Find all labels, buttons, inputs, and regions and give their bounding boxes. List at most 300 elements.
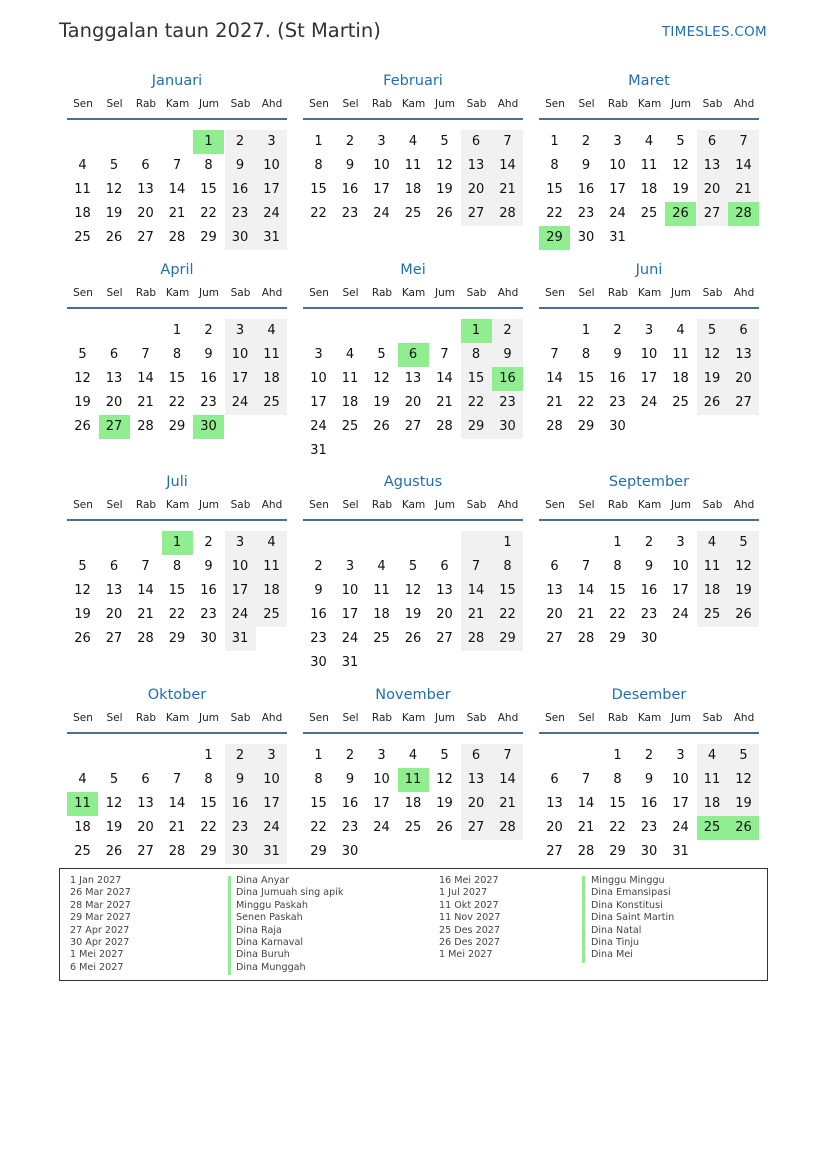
day-cell: 2 <box>345 134 355 149</box>
day-cell: 24 <box>341 631 359 646</box>
day-cell: 14 <box>168 796 186 811</box>
day-cell: 2 <box>225 744 256 768</box>
weekday-label: Rab <box>371 712 393 724</box>
weekday-label: Jum <box>199 499 219 511</box>
legend-holiday-name: Dina Karnaval <box>236 936 304 948</box>
day-cell: 17 <box>225 367 256 391</box>
day-cell: 11 <box>256 555 287 579</box>
weekday-label: Rab <box>371 499 393 511</box>
weekday-label: Kam <box>401 712 426 724</box>
day-cell: 10 <box>373 158 390 173</box>
day-cell: 12 <box>74 371 91 386</box>
day-cell: 3 <box>314 347 323 362</box>
day-cell: 1 <box>613 535 622 550</box>
day-cell: 26 <box>105 230 123 245</box>
day-cell: 17 <box>609 182 626 197</box>
day-cell: 1 <box>581 323 591 338</box>
day-cell: 14 <box>492 154 523 178</box>
day-cell: 31 <box>672 844 689 859</box>
day-cell: 14 <box>137 371 154 386</box>
day-cell: 8 <box>314 158 323 173</box>
day-cell: 22 <box>609 607 626 622</box>
day-cell: 6 <box>550 559 559 574</box>
day-cell: 15 <box>310 796 327 811</box>
day-cell: 15 <box>492 579 523 603</box>
day-cell: 10 <box>341 583 359 598</box>
day-cell: 5 <box>440 748 449 763</box>
legend-date: 11 Nov 2027 <box>439 912 501 924</box>
day-cell: 29 <box>310 844 327 859</box>
day-cell: 30 <box>200 631 217 646</box>
legend-date: 29 Mar 2027 <box>70 912 131 924</box>
day-cell: 25 <box>640 206 658 221</box>
day-cell: 10 <box>672 559 689 574</box>
day-cell: 23 <box>492 391 523 415</box>
month-name: Februari <box>383 73 443 89</box>
holiday-day: 6 <box>398 343 429 367</box>
day-cell: 29 <box>200 230 217 245</box>
day-cell: 9 <box>314 583 323 598</box>
day-cell: 10 <box>225 343 256 367</box>
day-cell: 19 <box>436 796 453 811</box>
day-cell: 21 <box>461 603 492 627</box>
day-cell: 20 <box>105 607 123 622</box>
day-cell: 16 <box>200 371 217 386</box>
day-cell: 22 <box>461 391 492 415</box>
weekday-label: Kam <box>165 287 190 299</box>
holiday-day: 29 <box>539 226 570 250</box>
weekday-label: Kam <box>165 98 190 110</box>
day-cell: 7 <box>492 130 523 154</box>
day-cell: 23 <box>225 816 256 840</box>
weekday-label: Ahd <box>497 499 519 511</box>
day-cell: 8 <box>550 158 559 173</box>
day-cell: 4 <box>78 158 87 173</box>
day-cell: 24 <box>609 206 626 221</box>
weekday-label: Ahd <box>497 98 519 110</box>
day-cell: 14 <box>137 583 154 598</box>
weekday-label: Ahd <box>733 712 755 724</box>
weekday-label: Sen <box>545 712 565 724</box>
holiday-day: 30 <box>193 415 224 439</box>
day-cell: 8 <box>172 347 182 362</box>
day-cell: 22 <box>200 206 217 221</box>
weekday-label: Sel <box>578 712 595 724</box>
day-cell: 21 <box>577 607 595 622</box>
day-cell: 13 <box>105 583 123 598</box>
day-cell: 17 <box>373 182 390 197</box>
day-cell: 1 <box>172 323 182 338</box>
day-cell: 3 <box>345 559 355 574</box>
day-cell: 18 <box>404 796 422 811</box>
day-cell: 16 <box>225 178 256 202</box>
weekday-label: Sen <box>545 98 565 110</box>
day-cell: 20 <box>697 178 728 202</box>
day-cell: 24 <box>640 395 658 410</box>
day-cell: 30 <box>225 840 256 864</box>
day-cell: 20 <box>461 178 492 202</box>
legend-date: 28 Mar 2027 <box>70 899 131 911</box>
day-cell: 13 <box>697 154 728 178</box>
day-cell: 7 <box>172 772 182 787</box>
month-name: Juli <box>166 474 188 490</box>
holiday-day: 1 <box>162 531 193 555</box>
day-cell: 24 <box>310 419 327 434</box>
day-cell: 26 <box>373 419 390 434</box>
day-cell: 20 <box>436 607 453 622</box>
day-cell: 31 <box>341 655 359 670</box>
weekday-label: Sen <box>73 712 93 724</box>
weekday-label: Kam <box>637 287 662 299</box>
day-cell: 5 <box>697 319 728 343</box>
day-cell: 6 <box>697 130 728 154</box>
day-cell: 21 <box>137 395 154 410</box>
weekday-label: Kam <box>637 712 662 724</box>
day-cell: 30 <box>310 655 327 670</box>
day-cell: 17 <box>310 395 327 410</box>
day-cell: 11 <box>373 583 390 598</box>
day-cell: 13 <box>404 371 422 386</box>
legend-holiday-name: Dina Konstitusi <box>591 899 663 911</box>
day-cell: 22 <box>546 206 563 221</box>
day-cell: 25 <box>256 603 287 627</box>
weekday-label: Rab <box>135 287 157 299</box>
day-cell: 24 <box>373 206 390 221</box>
day-cell: 6 <box>440 559 449 574</box>
day-cell: 15 <box>168 583 186 598</box>
day-cell: 23 <box>200 607 217 622</box>
day-cell: 11 <box>256 343 287 367</box>
day-cell: 6 <box>109 347 119 362</box>
day-cell: 19 <box>74 607 91 622</box>
weekday-label: Jum <box>435 499 455 511</box>
holiday-day: 1 <box>461 319 492 343</box>
legend-holiday-name: Dina Tinju <box>591 936 640 948</box>
weekday-label: Sel <box>106 98 123 110</box>
day-cell: 22 <box>200 820 217 835</box>
day-cell: 29 <box>492 627 523 651</box>
day-cell: 21 <box>577 820 595 835</box>
day-cell: 17 <box>373 796 390 811</box>
day-cell: 20 <box>461 792 492 816</box>
weekday-label: Jum <box>435 712 455 724</box>
header-rule <box>303 519 523 521</box>
day-cell: 26 <box>74 419 91 434</box>
day-cell: 27 <box>461 816 492 840</box>
day-cell: 2 <box>581 134 591 149</box>
weekday-label: Jum <box>199 712 219 724</box>
day-cell: 31 <box>256 226 287 250</box>
day-cell: 25 <box>341 419 359 434</box>
day-cell: 8 <box>314 772 323 787</box>
legend-holiday-name: Senen Paskah <box>236 912 303 924</box>
day-cell: 13 <box>461 154 492 178</box>
holiday-day: 26 <box>728 816 759 840</box>
weekday-label: Sen <box>309 287 329 299</box>
day-cell: 3 <box>377 748 386 763</box>
day-cell: 20 <box>728 367 759 391</box>
day-cell: 25 <box>672 395 689 410</box>
weekday-label: Sen <box>545 499 565 511</box>
day-cell: 19 <box>105 820 123 835</box>
day-cell: 10 <box>672 772 689 787</box>
day-cell: 28 <box>492 816 523 840</box>
weekday-label: Kam <box>401 287 426 299</box>
legend-holiday-name: Dina Anyar <box>236 875 290 886</box>
weekday-label: Ahd <box>733 98 755 110</box>
day-cell: 9 <box>345 772 355 787</box>
day-cell: 28 <box>168 844 186 859</box>
day-cell: 28 <box>461 627 492 651</box>
day-cell: 22 <box>168 395 186 410</box>
day-cell: 19 <box>672 182 689 197</box>
day-cell: 15 <box>609 583 626 598</box>
weekday-label: Jum <box>671 98 691 110</box>
day-cell: 4 <box>78 772 87 787</box>
day-cell: 11 <box>74 182 91 197</box>
day-cell: 16 <box>341 796 359 811</box>
day-cell: 14 <box>728 154 759 178</box>
day-cell: 7 <box>141 559 150 574</box>
legend-holiday-name: Minggu Minggu <box>591 875 665 886</box>
holiday-day: 26 <box>665 202 696 226</box>
weekday-label: Sel <box>342 712 359 724</box>
weekday-label: Rab <box>371 98 393 110</box>
legend-right-bar <box>582 876 585 963</box>
legend-holiday-name: Dina Emansipasi <box>591 887 671 899</box>
weekday-label: Sel <box>342 499 359 511</box>
day-cell: 4 <box>408 748 418 763</box>
day-cell: 14 <box>168 182 186 197</box>
weekday-label: Sel <box>578 287 595 299</box>
weekday-label: Ahd <box>261 98 283 110</box>
page-title: Tanggalan taun 2027. (St Martin) <box>59 19 381 42</box>
day-cell: 20 <box>546 820 563 835</box>
day-cell: 21 <box>168 206 186 221</box>
legend-date: 25 Des 2027 <box>439 924 501 936</box>
day-cell: 23 <box>341 206 359 221</box>
day-cell: 7 <box>581 559 591 574</box>
day-cell: 27 <box>461 202 492 226</box>
weekday-label: Kam <box>165 499 190 511</box>
day-cell: 24 <box>256 202 287 226</box>
weekday-label: Ahd <box>497 712 519 724</box>
day-cell: 1 <box>613 748 622 763</box>
day-cell: 24 <box>672 820 689 835</box>
day-cell: 13 <box>105 371 123 386</box>
day-cell: 9 <box>204 347 213 362</box>
day-cell: 11 <box>404 158 422 173</box>
day-cell: 24 <box>225 391 256 415</box>
day-cell: 1 <box>550 134 559 149</box>
day-cell: 3 <box>225 531 256 555</box>
month-name: Agustus <box>383 474 443 490</box>
day-cell: 7 <box>440 347 449 362</box>
day-cell: 9 <box>644 772 654 787</box>
day-cell: 18 <box>256 579 287 603</box>
weekday-label: Sel <box>578 499 595 511</box>
day-cell: 16 <box>640 583 658 598</box>
weekday-label: Rab <box>135 712 157 724</box>
weekday-label: Kam <box>637 98 662 110</box>
month-name: September <box>608 474 690 490</box>
day-cell: 28 <box>436 419 453 434</box>
month-name: Desember <box>611 687 687 703</box>
legend-left-names <box>236 875 343 974</box>
weekday-label: Ahd <box>261 499 283 511</box>
day-cell: 7 <box>141 347 150 362</box>
legend-holiday-name: Dina Saint Martin <box>591 912 675 924</box>
weekday-label: Ahd <box>497 287 519 299</box>
day-cell: 5 <box>109 772 119 787</box>
header-rule <box>539 118 759 120</box>
day-cell: 24 <box>672 607 689 622</box>
month-name: November <box>375 687 451 703</box>
day-cell: 31 <box>256 840 287 864</box>
day-cell: 9 <box>225 768 256 792</box>
day-cell: 15 <box>546 182 563 197</box>
day-cell: 17 <box>672 796 689 811</box>
header-rule <box>67 519 287 521</box>
day-cell: 26 <box>404 631 422 646</box>
day-cell: 8 <box>204 158 213 173</box>
day-cell: 17 <box>640 371 658 386</box>
weekday-label: Sab <box>230 499 251 511</box>
day-cell: 13 <box>137 796 154 811</box>
day-cell: 21 <box>492 178 523 202</box>
day-cell: 5 <box>676 134 685 149</box>
day-cell: 6 <box>141 772 150 787</box>
brand-link[interactable]: TIMESLES.COM <box>661 24 767 40</box>
day-cell: 28 <box>577 844 595 859</box>
day-cell: 23 <box>225 202 256 226</box>
day-cell: 3 <box>256 744 287 768</box>
month-name: Januari <box>151 73 203 89</box>
weekday-label: Rab <box>607 499 629 511</box>
day-cell: 4 <box>644 134 654 149</box>
legend-holiday-name: Dina Buruh <box>236 949 290 961</box>
legend-left-bar <box>228 876 231 975</box>
day-cell: 25 <box>373 631 390 646</box>
legend-right-dates <box>439 875 500 962</box>
legend-date: 1 Mei 2027 <box>70 949 124 961</box>
weekday-label: Sen <box>309 499 329 511</box>
day-cell: 16 <box>200 583 217 598</box>
day-cell: 27 <box>697 202 728 226</box>
weekday-label: Ahd <box>261 287 283 299</box>
day-cell: 13 <box>546 796 563 811</box>
holiday-legend <box>59 868 768 981</box>
day-cell: 29 <box>577 419 595 434</box>
day-cell: 12 <box>672 158 689 173</box>
day-cell: 16 <box>310 607 327 622</box>
day-cell: 14 <box>461 579 492 603</box>
header-rule <box>67 307 287 309</box>
day-cell: 11 <box>697 555 728 579</box>
weekday-label: Rab <box>607 712 629 724</box>
day-cell: 27 <box>137 230 154 245</box>
legend-date: 1 Jan 2027 <box>70 875 122 886</box>
day-cell: 8 <box>613 772 622 787</box>
day-cell: 2 <box>204 323 213 338</box>
day-cell: 7 <box>550 347 559 362</box>
day-cell: 21 <box>137 607 154 622</box>
day-cell: 19 <box>728 579 759 603</box>
day-cell: 9 <box>345 158 355 173</box>
day-cell: 18 <box>74 820 91 835</box>
day-cell: 17 <box>672 583 689 598</box>
day-cell: 3 <box>377 134 386 149</box>
day-cell: 30 <box>609 419 626 434</box>
day-cell: 12 <box>404 583 422 598</box>
day-cell: 29 <box>168 631 186 646</box>
weekday-label: Ahd <box>261 712 283 724</box>
day-cell: 28 <box>492 202 523 226</box>
day-cell: 3 <box>256 130 287 154</box>
holiday-day: 16 <box>492 367 523 391</box>
month-name: Juni <box>635 262 663 278</box>
day-cell: 28 <box>168 230 186 245</box>
day-cell: 29 <box>200 844 217 859</box>
day-cell: 30 <box>225 226 256 250</box>
day-cell: 13 <box>436 583 453 598</box>
day-cell: 23 <box>609 395 626 410</box>
day-cell: 21 <box>546 395 563 410</box>
day-cell: 5 <box>377 347 386 362</box>
legend-date: 6 Mei 2027 <box>70 961 124 973</box>
day-cell: 2 <box>204 535 213 550</box>
weekday-label: Sab <box>230 287 251 299</box>
day-cell: 18 <box>74 206 91 221</box>
weekday-label: Sen <box>73 287 93 299</box>
day-cell: 27 <box>404 419 422 434</box>
day-cell: 24 <box>373 820 390 835</box>
day-cell: 4 <box>256 319 287 343</box>
day-cell: 8 <box>461 343 492 367</box>
day-cell: 18 <box>672 371 689 386</box>
day-cell: 3 <box>613 134 622 149</box>
legend-holiday-name: Dina Munggah <box>236 961 306 973</box>
day-cell: 16 <box>609 371 626 386</box>
day-cell: 15 <box>577 371 595 386</box>
day-cell: 15 <box>168 371 186 386</box>
day-cell: 30 <box>640 631 658 646</box>
legend-date: 11 Okt 2027 <box>439 899 499 911</box>
day-cell: 5 <box>728 531 759 555</box>
legend-date: 27 Apr 2027 <box>70 924 130 936</box>
day-cell: 20 <box>137 820 154 835</box>
day-cell: 23 <box>200 395 217 410</box>
day-cell: 14 <box>492 768 523 792</box>
header-rule <box>67 118 287 120</box>
weekday-label: Sab <box>466 499 487 511</box>
weekday-label: Rab <box>135 98 157 110</box>
weekday-label: Ahd <box>733 499 755 511</box>
day-cell: 5 <box>440 134 449 149</box>
day-cell: 10 <box>609 158 626 173</box>
header-rule <box>67 732 287 734</box>
legend-date: 26 Des 2027 <box>439 936 501 948</box>
day-cell: 10 <box>640 347 658 362</box>
day-cell: 11 <box>672 347 689 362</box>
header-rule <box>303 307 523 309</box>
day-cell: 18 <box>697 579 728 603</box>
weekday-label: Kam <box>401 499 426 511</box>
day-cell: 31 <box>225 627 256 651</box>
month-name: Oktober <box>147 687 207 703</box>
day-cell: 8 <box>204 772 213 787</box>
holiday-day: 11 <box>398 768 429 792</box>
